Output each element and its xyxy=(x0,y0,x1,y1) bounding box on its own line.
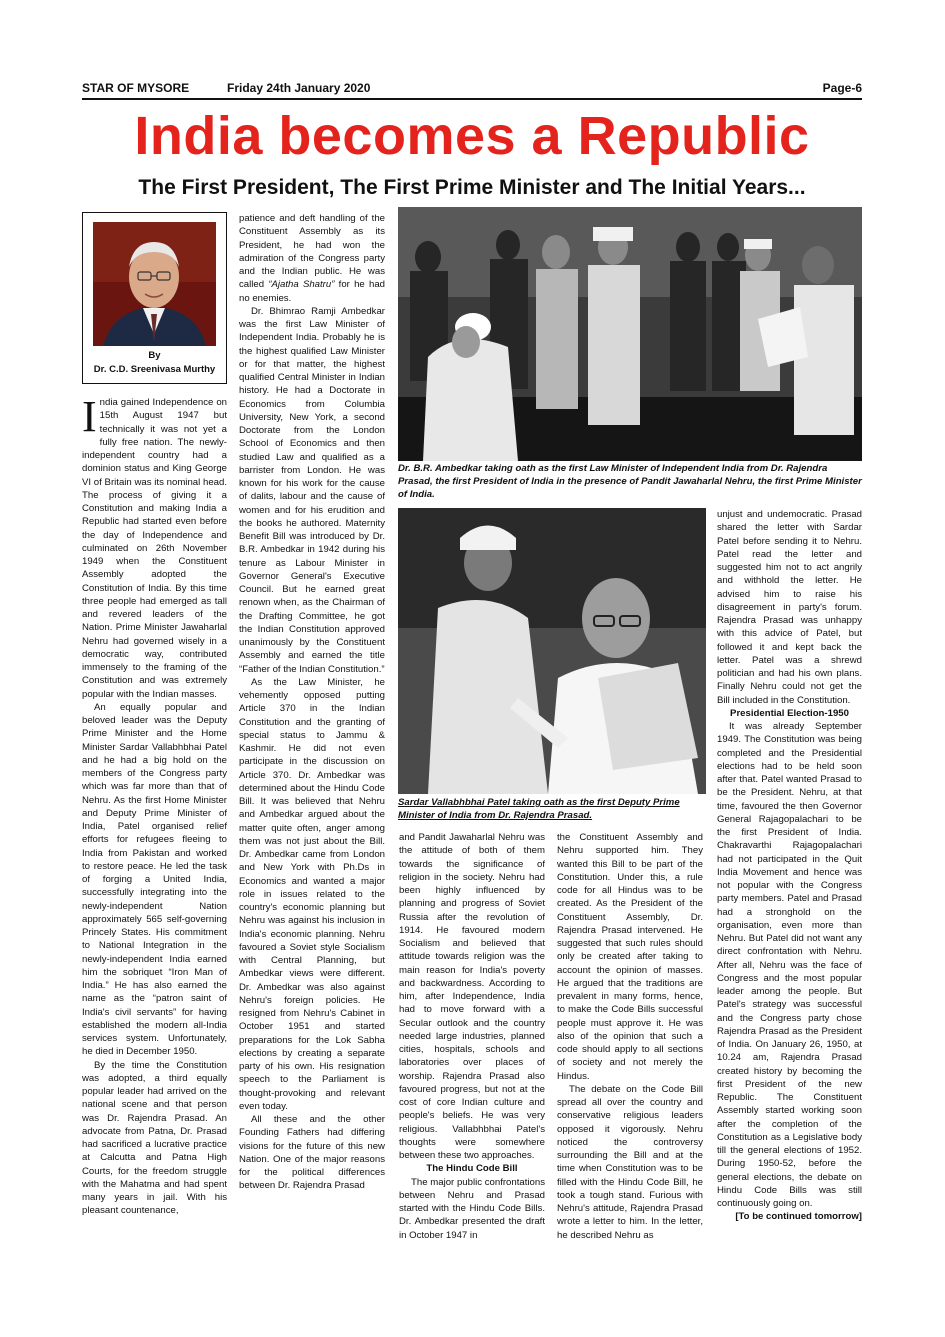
section-heading-hindu-code-bill: The Hindu Code Bill xyxy=(426,1163,518,1175)
author-photo xyxy=(93,222,216,346)
photo-patel-oath xyxy=(398,508,706,794)
paragraph: and Pandit Jawaharlal Nehru was the attitude of both of them towards the significance of religion in the society. Nehru had been highly influenced by planning and progress of Soviet Russia after the revolution of 1914. He favoured modern Socialism and believed that attitude towards religion was the main reason for India's poverty and backwardness. According to him, after Independence, India had to move forward with a Secular outlook and the country needed large industries, planned cities, hospitals, schools and laboratories over places of worship. Rajendra Prasad also favoured progress, but not at the cost of core Indian culture and people's beliefs. He was very religious. Vallabhbhai Patel's thoughts were somewhere between these two approaches. xyxy=(399,832,545,1161)
caption-photo-1: Dr. B.R. Ambedkar taking oath as the first Law Minister of Independent India from Dr. Rajendra Prasad, the first President of India in the presence of Pandit Jawaharlal Nehru, the first Prime Minister of India. xyxy=(398,463,862,500)
author-box xyxy=(82,212,227,384)
paragraph: By the time the Constitution was adopted, a third equally popular leader had arrived on the national scene and that person was Dr. Rajendra Prasad. An advocate from Patna, Dr. Prasad had sacrificed a lucrative practice at Calcutta and Patna High Courts, for the freedom struggle with the Mahatma and had spent many years in jail. With his pleasant countenance, xyxy=(82,1059,227,1217)
paragraph: for he had no enemies. xyxy=(239,279,385,304)
paragraph: The debate on the Code Bill spread all over the country and conservative religious leaders opposed it vigorously. Nehru noticed the controversy surrounding the Bill and at the time when Constitution was to be filled with the Hindu Code Bill, he took a tough stand. Furious with Nehru's attitude, Rajendra Prasad wrote a letter to him. In the letter, he described Nehru as xyxy=(557,1083,703,1241)
publication-name: STAR OF MYSORE xyxy=(82,81,190,95)
article-column-3 xyxy=(399,831,545,1271)
paragraph: ndia gained Independence on 15th August 1947 but technically it was not yet a fully free nation. The newly-independent country had a dominion status and King George VI of Britain was its nominal head. The process of giving it a Constitution and making India a Republic had started even before the day of Independence and culminated on 26th November 1949 when the Constituent Assembly adopted the Constitution of India. By this time three people had emerged as tall and revered leaders of the Nation. Prime Minister Jawaharlal Nehru had governed wisely in a democratic way, contributed immensely to the framing of the Constitution and was extremely popular with the Indian masses. xyxy=(82,397,227,700)
article-column-2 xyxy=(239,212,385,1270)
masthead xyxy=(82,81,862,99)
subheadline: The First President, The First Prime Minister and The Initial Years... xyxy=(138,176,806,199)
article-column-5 xyxy=(717,508,862,1270)
paragraph: The major public confrontations between Nehru and Prasad started with the Hindu Code Bills. Dr. Ambedkar presented the draft in October 1947 in xyxy=(399,1176,545,1241)
paragraph: As the Law Minister, he vehemently opposed putting Article 370 in the Indian Constitution and the granting of special status to Jammu & Kashmir. He did not even participate in the discussion on Article 370. Dr. Ambedkar was determined about the Hindu Code Bill. It was believed that Nehru and Ambedkar argued about the matter quite often, anger among them was not just about the Bill. Dr. Ambedkar came from London and New York with Ph.Ds in Economics and wanted a major role in issues related to the country's economic planning but Nehru was against his inclusion in India's economic planning. Nehru favoured a Soviet style Socialism with Central Planning, but Ambedkar views were different. Dr. Ambedkar was also against Nehru's foreign policies. He resigned from Nehru's Cabinet in October 1951 and started preparations for the Lok Sabha elections by creating a separate party of his own. His resignation speech to the Parliament is thought-provoking and relevant even today. xyxy=(239,676,385,1112)
masthead-divider xyxy=(82,98,862,100)
publication-date: Friday 24th January 2020 xyxy=(227,81,371,95)
article-column-4 xyxy=(557,831,703,1271)
drop-cap: I xyxy=(82,396,97,441)
article-column-1 xyxy=(82,396,227,1270)
author-byline: By xyxy=(148,350,161,361)
italic-epithet: “Ajatha Shatru” xyxy=(268,279,335,291)
paragraph: All these and the other Founding Fathers had differing visions for the future of this new Nation. One of the major reasons for the political differences between Dr. Rajendra Prasad xyxy=(239,1114,385,1192)
continued-notice: [To be continued tomorrow] xyxy=(735,1211,862,1223)
paragraph: the Constituent Assembly and Nehru supported him. They wanted this Bill to be part of the Constitution. Under this, a rule code for all Hindus was to be created. As the President of the Constituent Assembly, Dr. Rajendra Prasad intervened. He suggested that such rules should only be created after taking to account the opinion of masses. He argued that the traditions are prevalent in many forms, hence, to make the Code Bills successful people must approve it. He was also of the opinion that such a code should apply to all sections of society and not merely the Hindus. xyxy=(557,832,703,1082)
author-name: Dr. C.D. Sreenivasa Murthy xyxy=(93,364,216,375)
paragraph: An equally popular and beloved leader was the Deputy Prime Minister and the Home Minister Sardar Vallabhbhai Patel and he had a big hold on the members of the Congress party which was far more than that of Nehru. As the first Home Minister and Deputy Prime Minister of India, Patel organised relief efforts for refugees fleeing to India from Pakistan and worked to restore peace. He led the task of forging a United India, successfully integrating into the newly-independent Nation approximately 565 self-governing Princely States. His commitment to National Integration in the newly-independent India earned him the sobriquet “Iron Man of India.” He has also earned the name as the “patron saint of India's civil servants” for having established the modern all-India services system. Unfortunately, he died in December 1950. xyxy=(82,701,227,1058)
section-heading-presidential-election: Presidential Election-1950 xyxy=(730,707,849,719)
paragraph: Dr. Bhimrao Ramji Ambedkar was the first Law Minister of Independent India. Probably he is the highest qualified Law Minister or for that matter, the highest qualified Central Minister in Indian history. He had a Doctorate in Economics from Columbia University, New York, a second Doctorate from the London School of Economics and then studied Law and qualified as a barrister from London. He was known for his work for the cause of dalits, labour and the cause of women and for his erudition and the books he authored. Maternity Benefit Bill was introduced by Dr. B.R. Ambedkar in 1942 during his tenure as Labour Minister in Governor General's Executive Council. But he earned great renown when, as the Chairman of the Drafting Committee, he got the Indian Constitution approved unanimously by the Constituent Assembly and earned the title “Father of the Indian Constitution.” xyxy=(239,305,385,675)
paragraph: It was already September 1949. The Constitution was being completed and the Presidential elections had to be held soon after that. Patel wanted Prasad to be the President. Nehru, at that time, favoured the then Governor General Rajagopalachari to be the first President of India. Chakravarthi Rajagopalachari had not participated in the Quit India Movement and hence was not popular with the Congress party members. Patel and Prasad had a stronghold on the organisation, even more than Nehru. But Patel did not want any direct confrontation with Nehru. After all, Nehru was the face of Congress and the most popular leader among the people. But Patel's strategy was successful and the Congress party chose Rajendra Prasad as the President of India. On January 26, 1950, at 10.24 am, Rajendra Prasad created history by becoming the first President of the new Republic. The Constituent Assembly started working soon after the completion of the Constitution as a Legislative body till the general elections of 1952. During 1950-52, before the general elections, the debate on Hindu Code Bills was still continuously going on. xyxy=(717,721,862,1209)
caption-photo-2-text: Sardar Vallabhbhai Patel taking oath as the first Deputy Prime Minister of India from Dr. Rajendra Prasad. xyxy=(398,797,680,821)
page-number: Page-6 xyxy=(822,81,862,95)
caption-photo-2 xyxy=(398,796,706,824)
headline: India becomes a Republic xyxy=(134,106,810,166)
photo-ambedkar-oath xyxy=(398,207,862,461)
paragraph: unjust and undemocratic. Prasad shared the letter with Sardar Patel before sending it to Nehru. Patel read the letter and suggested him not to act angrily and withhold the letter. He advised him to raise his disagreement in party's forum. Rajendra Prasad was unhappy with this advice of Patel, but followed it and kept back the letter. Patel was a shrewd politician and had his own plans. Finally Nehru could not get the Bill included in the Constitution. xyxy=(717,509,862,706)
paragraph: patience and deft handling of the Constituent Assembly as its President, he had won the admiration of the Congress party and the Indian public. He was called xyxy=(239,213,385,291)
